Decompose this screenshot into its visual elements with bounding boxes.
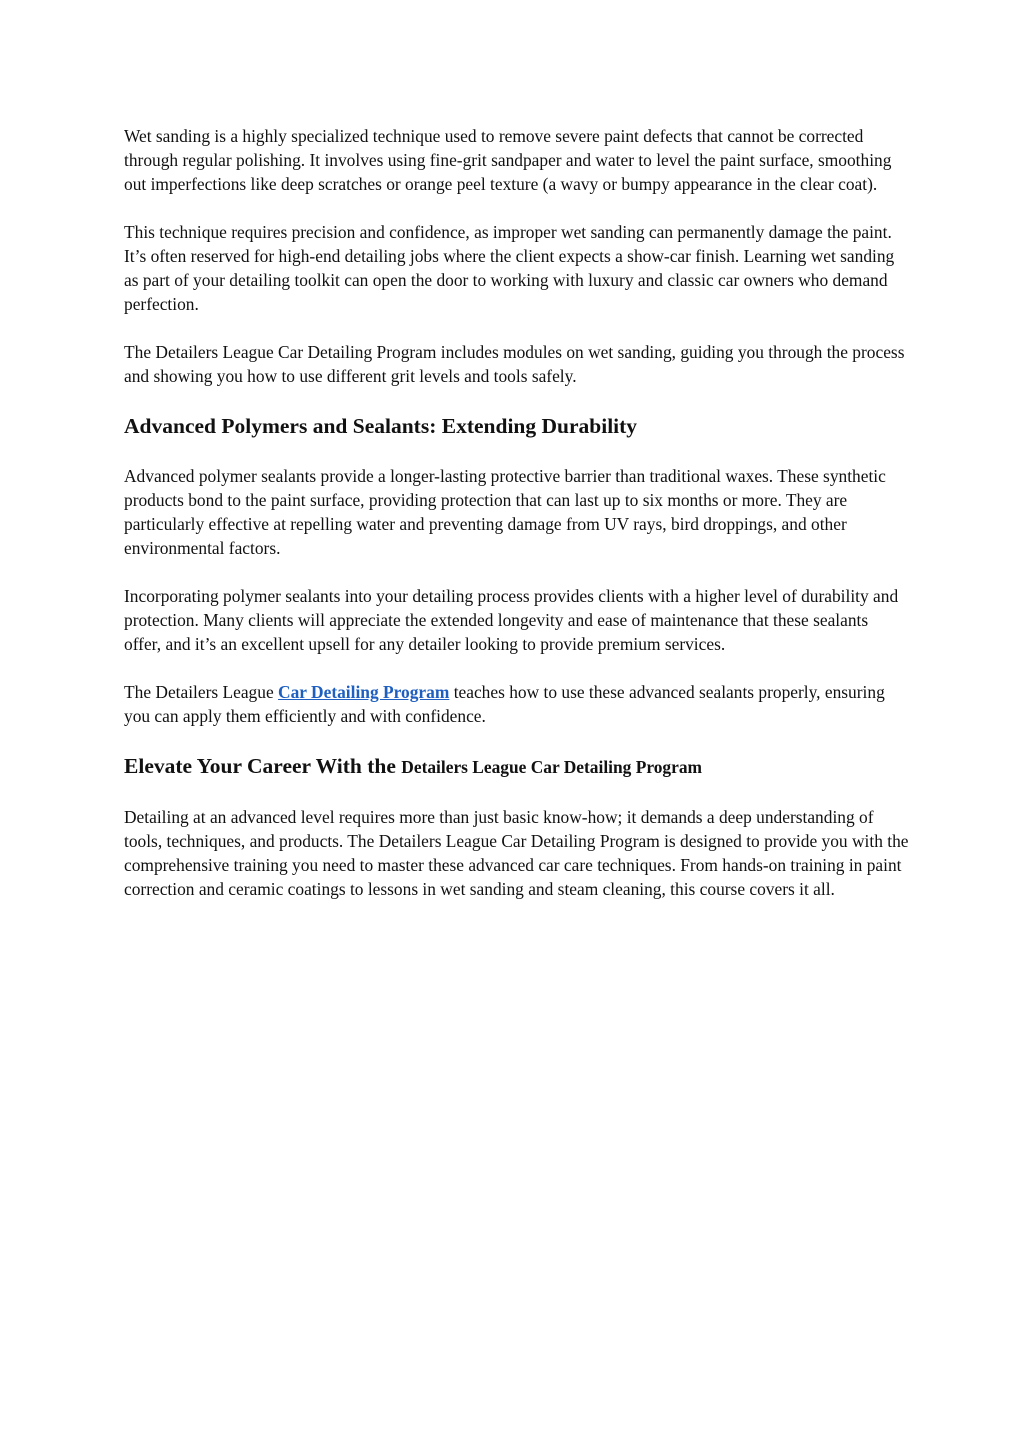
- paragraph-wet-sanding-precision: This technique requires precision and confidence, as improper wet sanding can permanently damage the paint. It’s often reserved for high-end detailing jobs where the client expects a show-car finish. Learning wet sanding as part of your detailing toolkit can open the door to working with luxury and classic car owners who demand perfection.: [124, 222, 895, 314]
- car-detailing-program-link[interactable]: Car Detailing Program: [278, 682, 450, 702]
- heading-text-small: Detailers League Car Detailing Program: [401, 757, 703, 777]
- paragraph-advanced-level-summary: Detailing at an advanced level requires more than just basic know-how; it demands a deep understanding of tools, techniques, and products. The Detailers League Car Detailing Program is designed to provide you with the comprehensive training you need to master these advanced car care techniques. From hands-on training in paint correction and ceramic coatings to lessons in wet sanding and steam cleaning, this course covers it all.: [124, 807, 909, 899]
- paragraph-polymer-sealants-benefits: Incorporating polymer sealants into your detailing process provides clients with a higher level of durability and protection. Many clients will appreciate the extended longevity and ease of maintenance that these sealants offer, and it’s an excellent upsell for any detailer looking to provide premium services.: [124, 586, 899, 654]
- heading-elevate-career: [124, 752, 909, 781]
- paragraph-wet-sanding-intro: Wet sanding is a highly specialized technique used to remove severe paint defects that cannot be corrected through regular polishing. It involves using fine-grit sandpaper and water to level the paint surface, smoothing out imperfections like deep scratches or orange peel texture (a wavy or bumpy appearance in the clear coat).: [124, 126, 892, 194]
- paragraph-wet-sanding-program: The Detailers League Car Detailing Program includes modules on wet sanding, guiding you through the process and showing you how to use different grit levels and tools safely.: [124, 342, 905, 386]
- paragraph-text: teaches how to use these advanced sealants properly, ensuring you can apply them efficiently and with confidence.: [124, 682, 885, 726]
- heading-text-large: Elevate Your Career With the: [124, 754, 402, 778]
- paragraph-polymer-sealants-program: [124, 680, 909, 728]
- paragraph-text: The Detailers League: [124, 682, 279, 702]
- paragraph-polymer-sealants-intro: Advanced polymer sealants provide a longer-lasting protective barrier than traditional waxes. These synthetic products bond to the paint surface, providing protection that can last up to six months or more. They are particularly effective at repelling water and preventing damage from UV rays, bird droppings, and other environmental factors.: [124, 466, 886, 558]
- document-page: [124, 124, 909, 925]
- heading-advanced-polymers: Advanced Polymers and Sealants: Extending Durability: [124, 414, 638, 438]
